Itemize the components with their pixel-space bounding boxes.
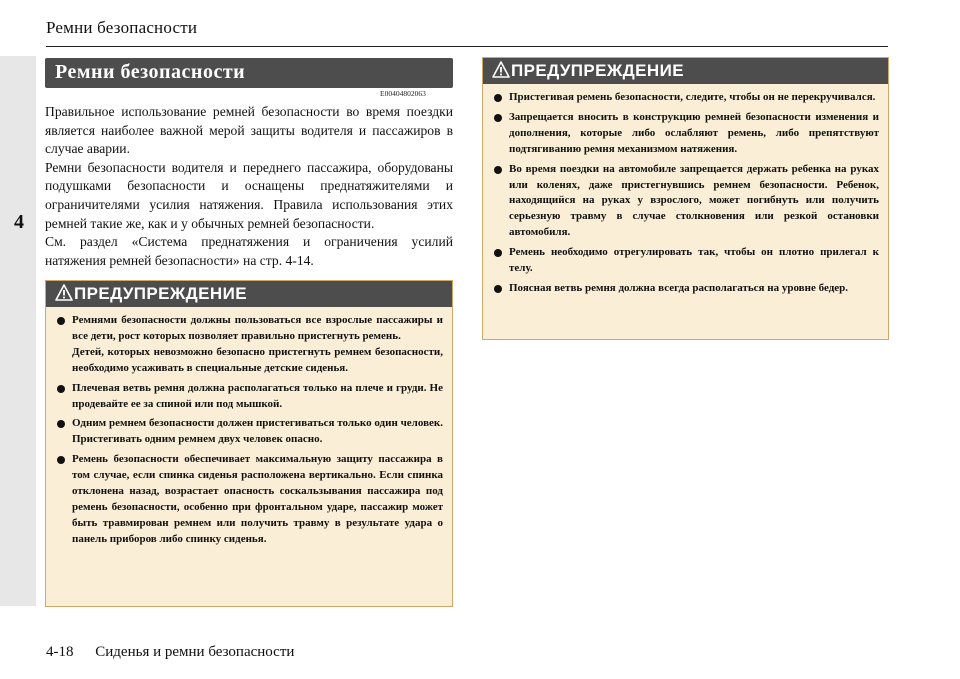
- bullet-icon: [494, 249, 502, 257]
- warning-item-text: Запрещается вносить в конструкцию ремней безопасности изменения и дополнения, которые либо ослабляют ремень, либо препятствуют подтягиванию ремня механизмом натяжения.: [509, 110, 879, 155]
- bullet-icon: [57, 317, 65, 325]
- warning-item: [494, 90, 879, 106]
- body-paragraph: См. раздел «Система преднатяжения и ограничения усилий натяжения ремней безопасности» на стр. 4-14.: [45, 234, 453, 268]
- warning-box-right: [482, 57, 889, 340]
- header-rule: [46, 46, 888, 47]
- document-code: E00404802063: [380, 89, 426, 98]
- bullet-icon: [494, 285, 502, 293]
- chapter-side-tab: [0, 56, 36, 606]
- warning-item-text: Пристегивая ремень безопасности, следите, чтобы он не перекручивался.: [509, 91, 876, 103]
- warning-header: [46, 281, 452, 307]
- warning-item-text: Ремень необходимо отрегулировать так, чтобы он плотно прилегал к телу.: [509, 246, 879, 275]
- bullet-icon: [57, 385, 65, 393]
- warning-box-left: [45, 280, 453, 607]
- section-heading: [45, 58, 453, 88]
- warning-title: ПРЕДУПРЕЖДЕНИЕ: [74, 284, 247, 303]
- bullet-icon: [57, 420, 65, 428]
- warning-item-text: Плечевая ветвь ремня должна располагаться только на плече и груди. Не продевайте ее за спиной или под мышкой.: [72, 381, 443, 410]
- warning-item: [57, 416, 443, 448]
- bullet-icon: [494, 114, 502, 122]
- warning-item: [57, 313, 443, 377]
- warning-item: [494, 110, 879, 158]
- warning-item: [57, 381, 443, 413]
- warning-triangle-icon: [55, 284, 73, 302]
- footer-chapter-title: Сиденья и ремни безопасности: [95, 644, 295, 660]
- warning-item-text: Поясная ветвь ремня должна всегда располагаться на уровне бедер.: [509, 281, 849, 294]
- warning-list: [46, 307, 452, 558]
- warning-item-continuation: Детей, которых невозможно безопасно пристегнуть ремнем безопасности, необходимо усаживать в специальные детские сиденья.: [72, 345, 443, 374]
- warning-list: [483, 84, 888, 307]
- page-number: 4-18: [46, 644, 74, 660]
- bullet-icon: [494, 166, 502, 174]
- chapter-number: 4: [14, 211, 24, 233]
- warning-item: [494, 162, 879, 242]
- warning-item-text: Ремнями безопасности должны пользоваться все взрослые пассажиры и все дети, рост которых позволяет правильно пристегнуть ремень.: [72, 314, 443, 342]
- body-paragraph: Правильное использование ремней безопасности во время поездки является наиболее важной мерой защиты водителя и пассажиров в случае аварии.: [45, 104, 453, 157]
- running-header: Ремни безопасности: [46, 18, 198, 37]
- body-paragraph: Ремни безопасности водителя и переднего пассажира, оборудованы подушками безопасности и оснащены преднатяжителями и ограничителями усилия натяжения. Правила использования этих ремней такие же, как и у обычных ремней безопасности.: [45, 159, 453, 231]
- bullet-icon: [57, 456, 65, 464]
- bullet-icon: [494, 94, 502, 102]
- warning-title: ПРЕДУПРЕЖДЕНИЕ: [511, 61, 684, 80]
- warning-triangle-icon: [492, 61, 510, 79]
- section-body: [45, 103, 453, 270]
- warning-item: [57, 452, 443, 547]
- warning-item-text: Ремень безопасности обеспечивает максимальную защиту пассажира в том случае, если спинка сиденья расположена вертикально. Если спинка отклонена назад, возрастает опасность соскальзывания пассажира под ремень безопасности, особенно при фронтальном ударе, пассажир может быть травмирован ремнем или получить травму в результате удара о панель приборов либо спинку сиденья.: [72, 453, 443, 545]
- page-footer: [46, 644, 294, 661]
- section-heading-text: Ремни безопасности: [55, 61, 246, 83]
- warning-item: [494, 245, 879, 277]
- warning-header: [483, 58, 888, 84]
- warning-item-text: Одним ремнем безопасности должен пристегиваться только один человек. Пристегивать одним ремнем двух человек опасно.: [72, 417, 443, 446]
- warning-item-text: Во время поездки на автомобиле запрещается держать ребенка на руках или коленях, даже пристегнувшись ремнем безопасности. Ребенок, находящийся на руках у взрослого, может погибнуть или получить серьезную травму в случае столкновения или резкой остановки автомобиля.: [509, 162, 879, 239]
- warning-item: [494, 281, 879, 297]
